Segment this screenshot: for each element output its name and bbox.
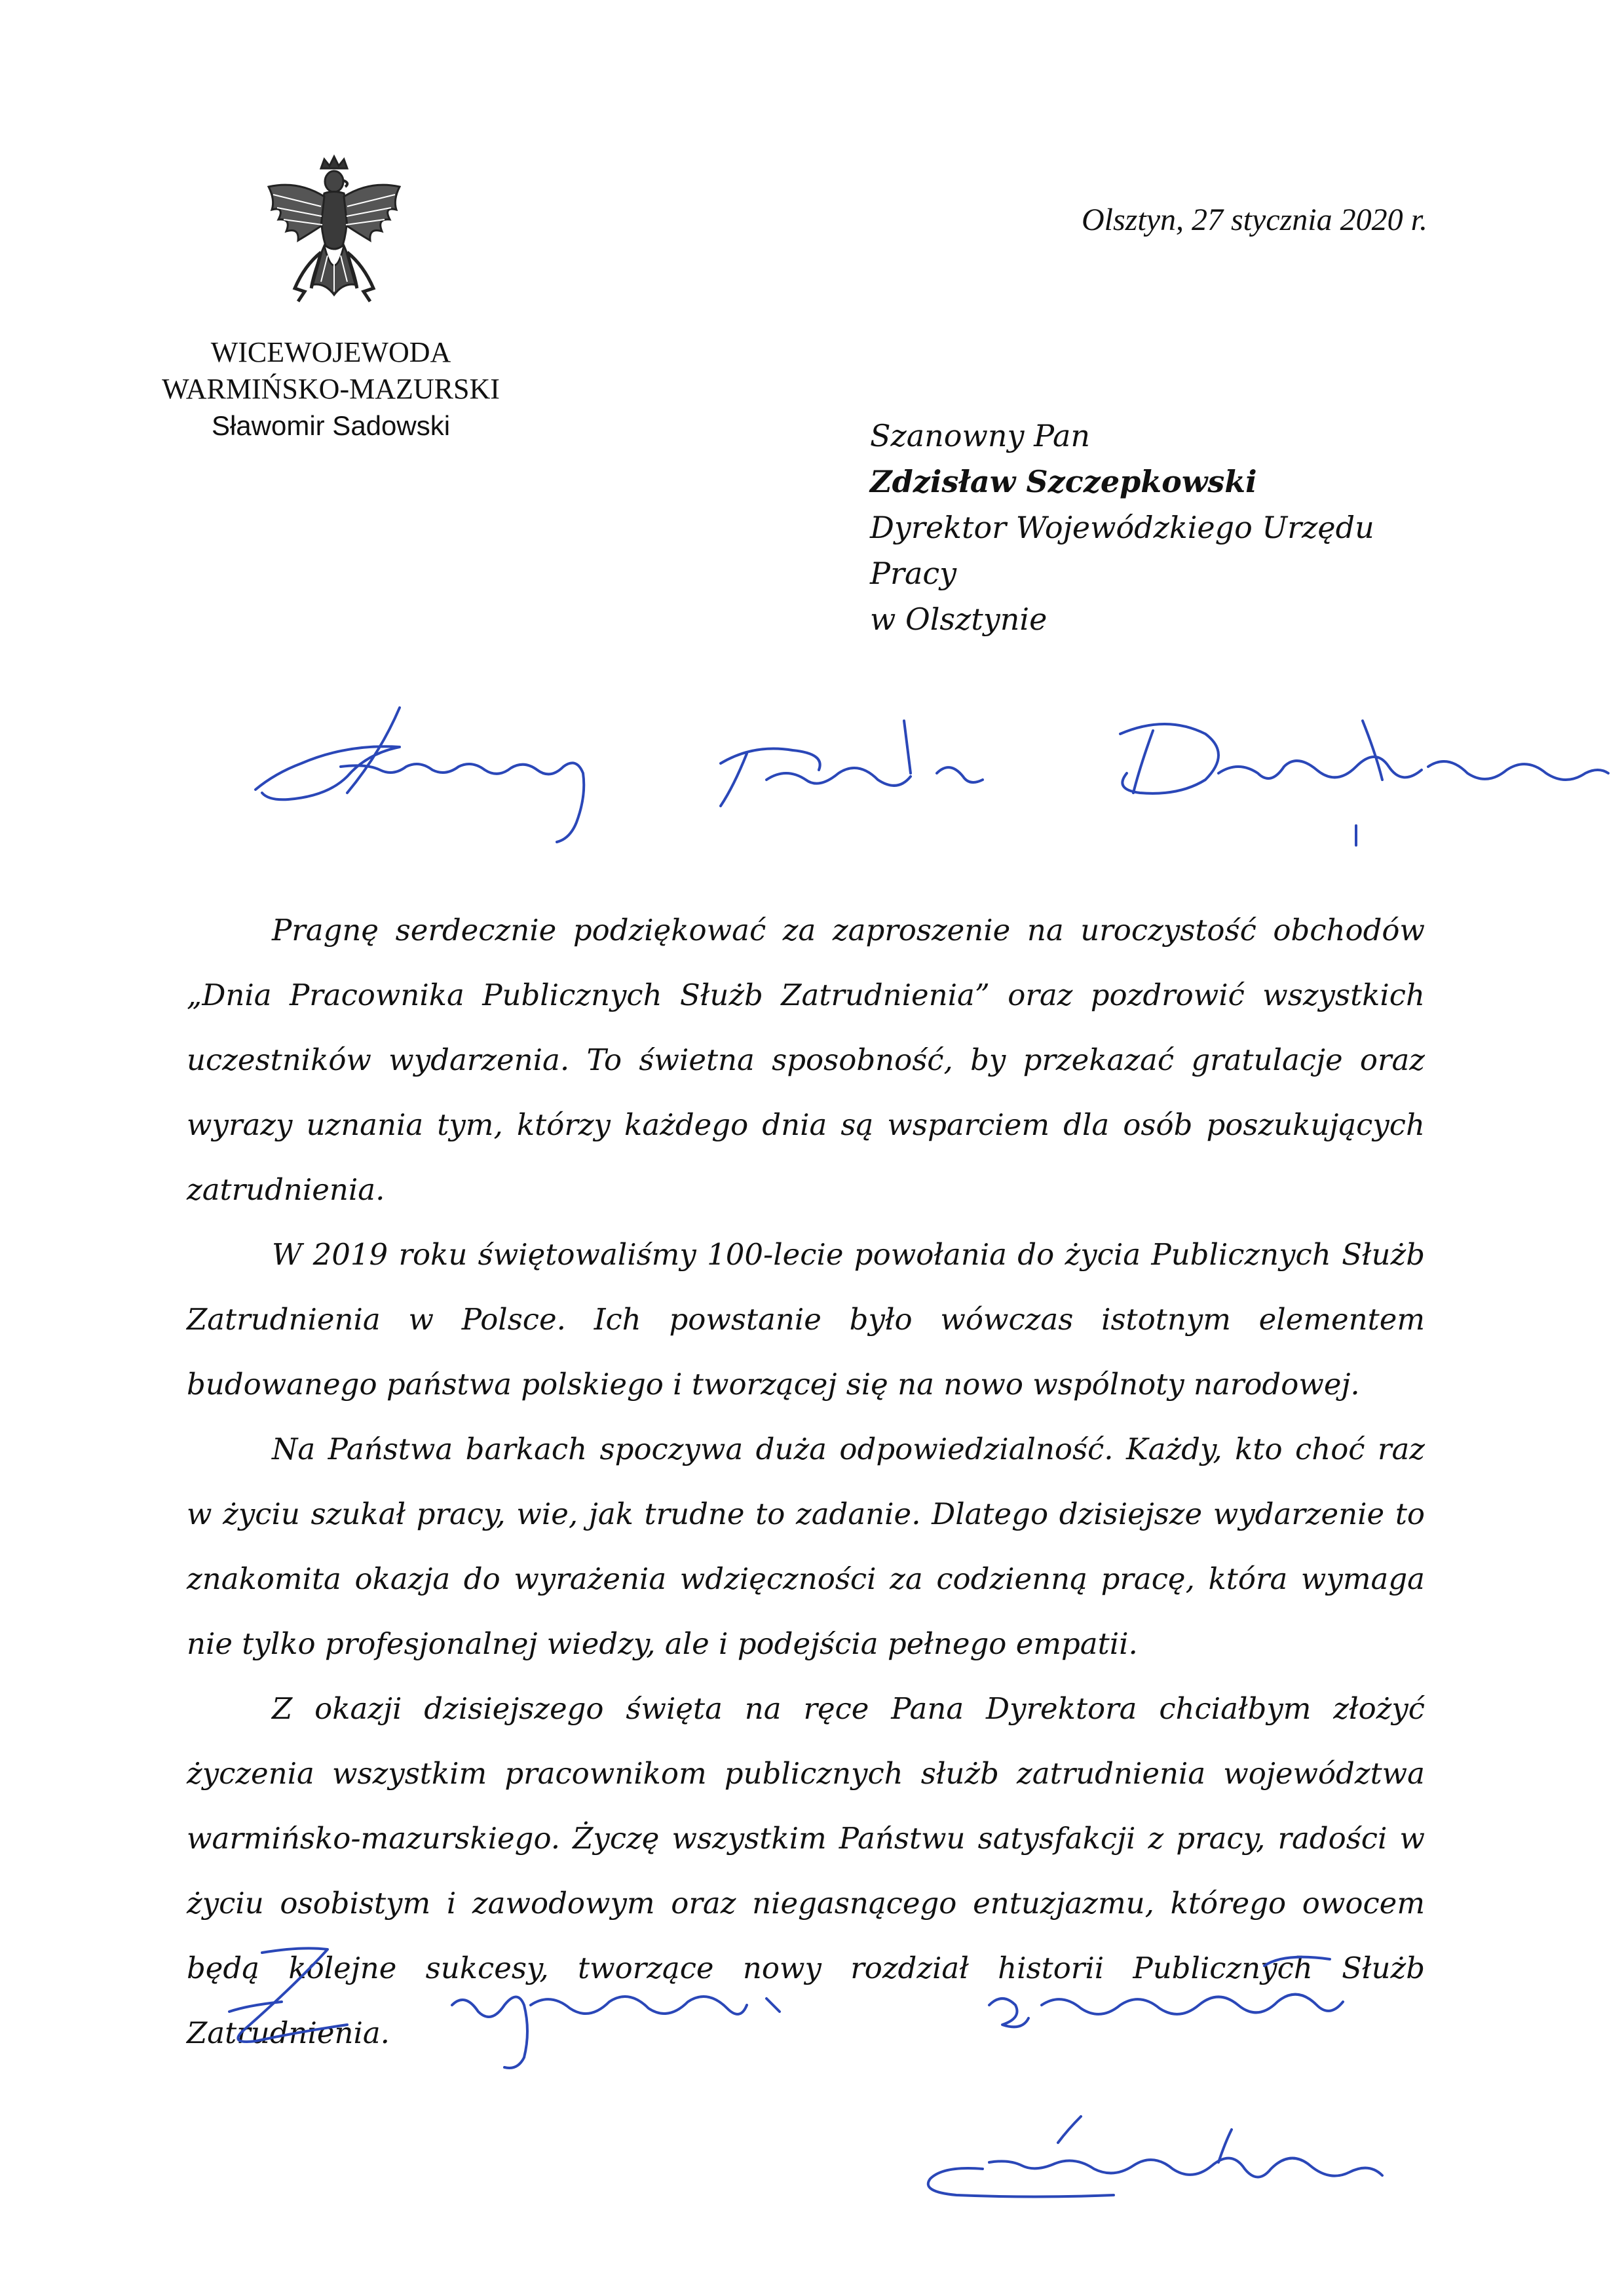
- sender-block: [98, 334, 563, 444]
- body-paragraph-1: Pragnę serdecznie podziękować za zaproszenie na uroczystość obchodów „Dnia Pracownika Publicznych Służb Zatrudnienia” oraz pozdrowić wszystkich uczestników wydarzenia. To świetna sposobność, by przekazać gratulacje oraz wyrazy uznania tym, którzy każdego dnia są wsparciem dla osób poszukujących zatrudnienia.: [187, 913, 1425, 1207]
- addressee-salutation: Szanowny Pan: [870, 418, 1091, 453]
- body-paragraph-4: Z okazji dzisiejszego święta na ręce Pana Dyrektora chciałbym złożyć życzenia wszystkim pracownikom publicznych służb zatrudnienia województwa warmińsko-mazurskiego. Życzę wszystkim Państwu satysfakcji z pracy, radości w życiu osobistym i zawodowym oraz niegasnącego entuzjazmu, którego owocem będą kolejne sukcesy, tworzące nowy rozdział historii Publicznych Służb Zatrudnienia.: [187, 1691, 1425, 2050]
- sender-title-line2: WARMIŃSKO-MAZURSKI: [162, 373, 500, 405]
- body-paragraph-2: W 2019 roku świętowaliśmy 100-lecie powołania do życia Publicznych Służb Zatrudnienia w Polsce. Ich powstanie było wówczas istotnym elementem budowanego państwa polskiego i tworzącej się na nowo wspólnoty narodowej.: [187, 1237, 1425, 1402]
- letter-date: Olsztyn, 27 stycznia 2020 r.: [1082, 202, 1427, 237]
- addressee-position: Dyrektor Wojewódzkiego Urzędu Pracy: [870, 510, 1374, 591]
- letter-body: [187, 898, 1425, 2065]
- sender-name: Sławomir Sadowski: [211, 410, 451, 441]
- addressee-block: [870, 413, 1460, 642]
- addressee-name: Zdzisław Szczepkowski: [870, 464, 1257, 499]
- handwritten-signature: [904, 2103, 1395, 2221]
- handwritten-salutation: [249, 681, 1612, 871]
- handwritten-closing: [216, 1926, 1408, 2077]
- addressee-location: w Olsztynie: [870, 602, 1048, 637]
- body-paragraph-3: Na Państwa barkach spoczywa duża odpowiedzialność. Każdy, kto choć raz w życiu szukał pracy, wie, jak trudne to zadanie. Dlatego dzisiejsze wydarzenie to znakomita okazja do wyrażenia wdzięczności za codzienną pracę, która wymaga nie tylko profesjonalnej wiedzy, ale i podejścia pełnego empatii.: [187, 1432, 1425, 1661]
- polish-eagle-emblem-icon: [259, 154, 409, 318]
- sender-title-line1: WICEWOJEWODA: [210, 336, 451, 368]
